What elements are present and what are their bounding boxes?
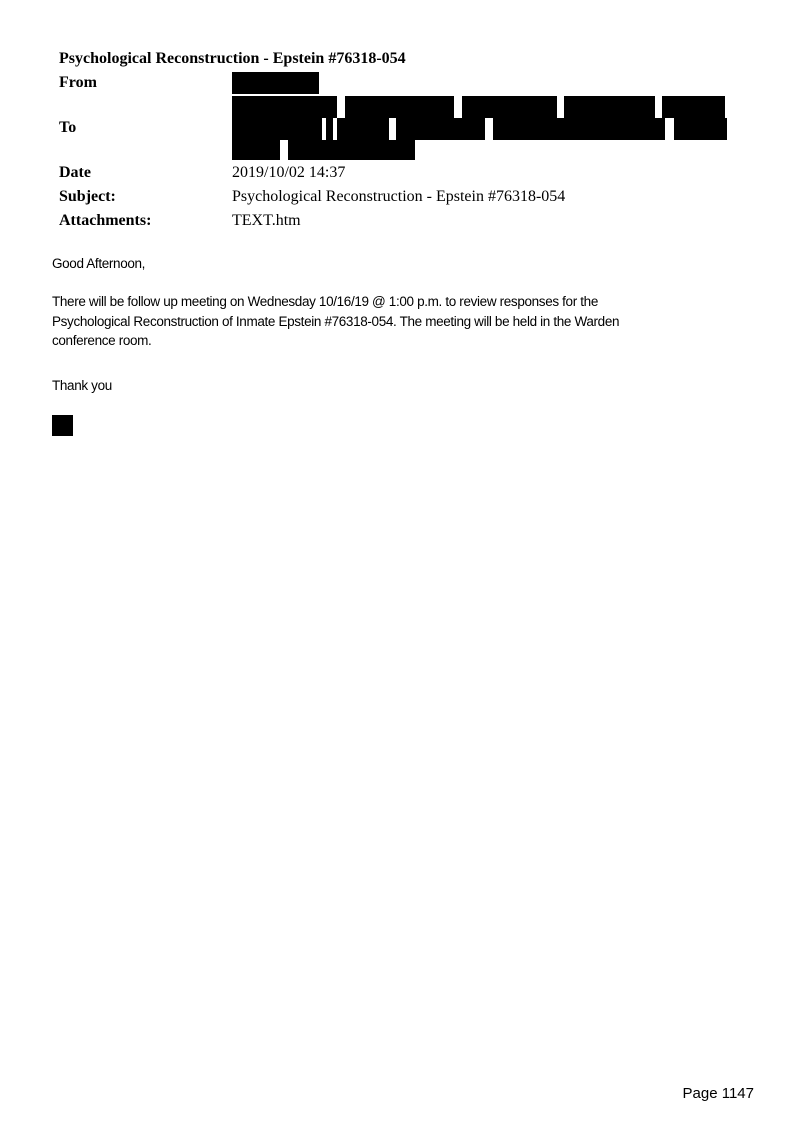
recipient-redaction — [493, 118, 665, 140]
page-number: Page 1147 — [682, 1085, 754, 1102]
message-line: conference room. — [52, 333, 152, 348]
attachments-label: Attachments: — [59, 212, 152, 229]
recipient-redaction — [232, 118, 322, 140]
recipient-redaction — [462, 96, 557, 118]
recipient-redaction — [232, 96, 337, 118]
recipient-redaction — [674, 118, 727, 140]
subject-value: Psychological Reconstruction - Epstein #76318-054 — [232, 188, 566, 205]
subject-label: Subject: — [59, 188, 116, 205]
recipient-redaction — [288, 140, 415, 160]
from-label: From — [59, 74, 97, 91]
date-label: Date — [59, 164, 91, 181]
recipient-redaction — [396, 118, 485, 140]
message-paragraph — [52, 292, 619, 351]
recipient-redaction — [337, 118, 389, 140]
message-line: Psychological Reconstruction of Inmate Epstein #76318-054. The meeting will be held in the Warden — [52, 313, 620, 329]
greeting: Good Afternoon, — [52, 256, 146, 271]
from-redaction — [232, 72, 319, 94]
signature-redaction — [52, 415, 73, 436]
recipient-redaction — [564, 96, 655, 118]
recipient-redaction — [326, 118, 333, 140]
recipient-redaction — [662, 96, 725, 118]
closing: Thank you — [52, 378, 112, 393]
to-label: To — [59, 119, 77, 136]
recipient-redaction — [345, 96, 454, 118]
email-title: Psychological Reconstruction - Epstein #76318-054 — [59, 50, 406, 67]
attachment-link[interactable]: TEXT.htm — [232, 212, 301, 229]
date-value: 2019/10/02 14:37 — [232, 164, 346, 181]
recipient-redaction — [232, 140, 280, 160]
message-line: There will be follow up meeting on Wednesday 10/16/19 @ 1:00 p.m. to review responses for the — [52, 294, 598, 309]
